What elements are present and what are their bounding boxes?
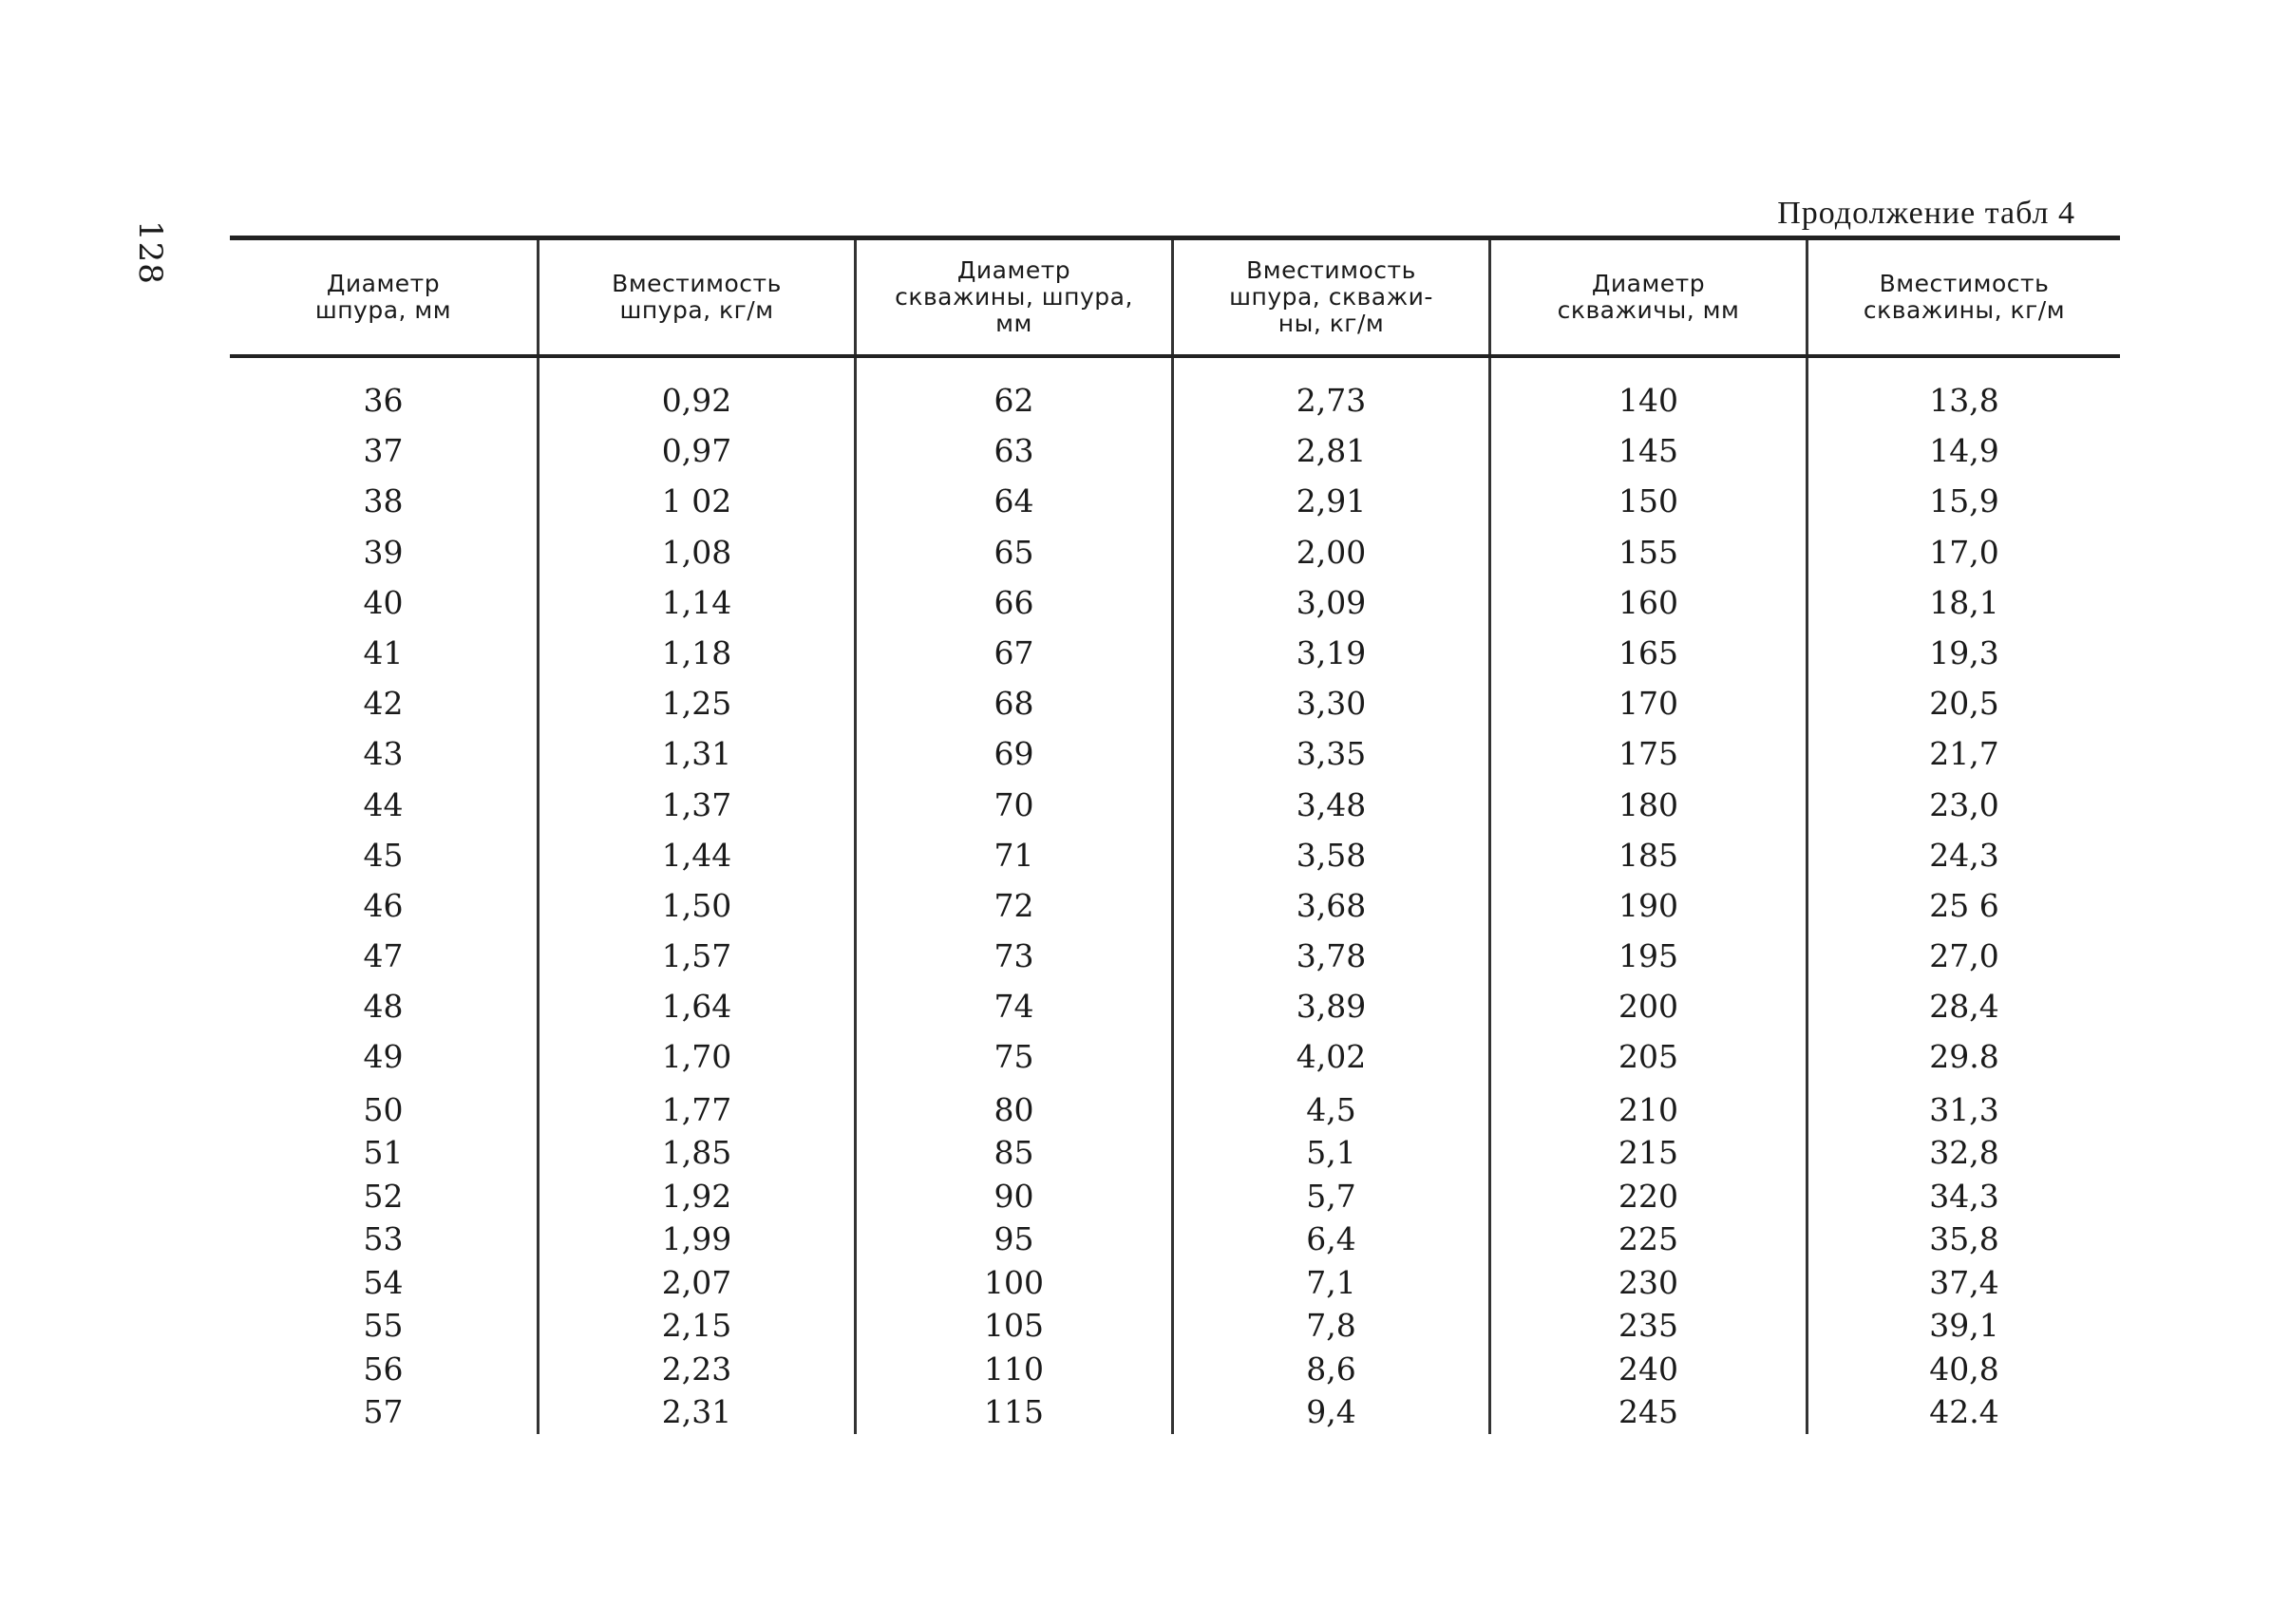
table-cell: 70 xyxy=(857,780,1174,830)
table-cell: 7,1 xyxy=(1174,1261,1491,1305)
table-cell: 185 xyxy=(1491,830,1808,880)
table-cell: 1,57 xyxy=(539,931,857,981)
table-cell: 45 xyxy=(230,830,539,880)
table-cell: 15,9 xyxy=(1929,482,1999,520)
table-cell: 20,5 xyxy=(1929,685,1999,723)
table-cell: 48 xyxy=(230,981,539,1031)
table-cell: 1,37 xyxy=(539,780,857,830)
table-cell: 3,19 xyxy=(1174,628,1491,678)
table-cell: 1,44 xyxy=(539,830,857,880)
header-cell: Диаметр шпура, мм xyxy=(230,240,539,354)
table-cell: 5,7 xyxy=(1174,1175,1491,1218)
table-header-row xyxy=(230,240,2120,354)
table-row xyxy=(230,1348,2120,1391)
table-cell: 67 xyxy=(857,628,1174,678)
table-cell: 53 xyxy=(230,1218,539,1261)
table-cell: 150 xyxy=(1491,476,1808,526)
header-cell: Диаметр скважины, шпура, мм xyxy=(857,240,1174,354)
table-cell: 2,00 xyxy=(1174,527,1491,577)
table-cell: 42.4 xyxy=(1929,1393,1999,1431)
table-cell: 8,6 xyxy=(1174,1348,1491,1391)
table-cell: 40 xyxy=(230,577,539,628)
table-cell: 200 xyxy=(1491,981,1808,1031)
table-row xyxy=(230,425,2120,476)
table-cell: 50 xyxy=(230,1088,539,1132)
table-cell: 49 xyxy=(230,1031,539,1082)
table-cell: 38 xyxy=(230,476,539,526)
table-cell: 47 xyxy=(230,931,539,981)
table-cell: 205 xyxy=(1491,1031,1808,1082)
table-row xyxy=(230,728,2120,779)
table-cell: 24,3 xyxy=(1929,836,1999,874)
table-cell: 75 xyxy=(857,1031,1174,1082)
table-row xyxy=(230,1088,2120,1132)
header-cell: Вместимость шпура, скважи- ны, кг/м xyxy=(1174,240,1491,354)
table-cell: 3,48 xyxy=(1174,780,1491,830)
table-row xyxy=(230,1175,2120,1218)
table-row xyxy=(230,628,2120,678)
table-cell: 170 xyxy=(1491,678,1808,728)
table-cell: 13,8 xyxy=(1929,382,1999,419)
header-cell: Вместимость шпура, кг/м xyxy=(539,240,857,354)
table-cell: 4,5 xyxy=(1174,1088,1491,1132)
table-cell: 73 xyxy=(857,931,1174,981)
table-cell: 245 xyxy=(1491,1390,1808,1434)
table-cell: 1,70 xyxy=(539,1031,857,1082)
table-cell: 1,85 xyxy=(539,1131,857,1175)
table-body-upper xyxy=(230,375,2120,1083)
table-cell: 1,31 xyxy=(539,728,857,779)
table-body-lower xyxy=(230,1088,2120,1434)
table-cell: 43 xyxy=(230,728,539,779)
table-cell: 3,09 xyxy=(1174,577,1491,628)
table-cell: 145 xyxy=(1491,425,1808,476)
table-cell: 40,8 xyxy=(1929,1350,1999,1388)
table-cell: 240 xyxy=(1491,1348,1808,1391)
table-cell: 34,3 xyxy=(1929,1177,1999,1215)
table-cell: 32,8 xyxy=(1929,1134,1999,1172)
table-continuation-caption: Продолжение табл 4 xyxy=(1777,196,2075,231)
table-cell: 52 xyxy=(230,1175,539,1218)
table-cell: 71 xyxy=(857,830,1174,880)
table-cell: 5,1 xyxy=(1174,1131,1491,1175)
table-cell: 190 xyxy=(1491,880,1808,931)
table-cell: 21,7 xyxy=(1929,735,1999,773)
table-cell: 39 xyxy=(230,527,539,577)
table-cell: 1,18 xyxy=(539,628,857,678)
table-cell: 37,4 xyxy=(1929,1263,1999,1301)
table-cell: 56 xyxy=(230,1348,539,1391)
page-number: 128 xyxy=(131,220,169,285)
table-cell: 2,31 xyxy=(539,1390,857,1434)
table-cell: 230 xyxy=(1491,1261,1808,1305)
table-cell: 1,08 xyxy=(539,527,857,577)
table-cell: 17,0 xyxy=(1929,533,1999,571)
table-row xyxy=(230,476,2120,526)
table-cell: 51 xyxy=(230,1131,539,1175)
table-cell: 31,3 xyxy=(1929,1090,1999,1128)
table-row xyxy=(230,1261,2120,1305)
table-cell: 3,78 xyxy=(1174,931,1491,981)
table-cell: 105 xyxy=(857,1304,1174,1348)
table-row xyxy=(230,830,2120,880)
table-row xyxy=(230,981,2120,1031)
table-cell: 46 xyxy=(230,880,539,931)
table-row xyxy=(230,880,2120,931)
table-cell: 160 xyxy=(1491,577,1808,628)
table-cell: 27,0 xyxy=(1929,937,1999,975)
table-cell: 95 xyxy=(857,1218,1174,1261)
table-cell: 42 xyxy=(230,678,539,728)
table-cell: 41 xyxy=(230,628,539,678)
table-cell: 3,30 xyxy=(1174,678,1491,728)
table-cell: 2,73 xyxy=(1174,375,1491,425)
table-row xyxy=(230,375,2120,425)
table-cell: 36 xyxy=(230,375,539,425)
table-cell: 1,92 xyxy=(539,1175,857,1218)
table-row xyxy=(230,527,2120,577)
table-cell: 72 xyxy=(857,880,1174,931)
table-row xyxy=(230,1304,2120,1348)
table-cell: 68 xyxy=(857,678,1174,728)
table-row xyxy=(230,1390,2120,1434)
table-cell: 44 xyxy=(230,780,539,830)
table-cell: 74 xyxy=(857,981,1174,1031)
table-cell: 35,8 xyxy=(1929,1220,1999,1258)
table-cell: 37 xyxy=(230,425,539,476)
table-cell: 63 xyxy=(857,425,1174,476)
table-cell: 100 xyxy=(857,1261,1174,1305)
table-row xyxy=(230,577,2120,628)
table-cell: 1,77 xyxy=(539,1088,857,1132)
table-cell: 1,64 xyxy=(539,981,857,1031)
table-cell: 1 02 xyxy=(539,476,857,526)
table-cell: 3,35 xyxy=(1174,728,1491,779)
table-cell: 165 xyxy=(1491,628,1808,678)
table-row xyxy=(230,1031,2120,1082)
table-cell: 57 xyxy=(230,1390,539,1434)
table-cell: 225 xyxy=(1491,1218,1808,1261)
table-cell: 0,97 xyxy=(539,425,857,476)
table-cell: 55 xyxy=(230,1304,539,1348)
table-cell: 29.8 xyxy=(1929,1038,1999,1076)
table-cell: 6,4 xyxy=(1174,1218,1491,1261)
table-cell: 2,81 xyxy=(1174,425,1491,476)
table-cell: 220 xyxy=(1491,1175,1808,1218)
table-spacer xyxy=(230,358,2120,375)
table-cell: 25 6 xyxy=(1929,886,1999,924)
table-cell: 4,02 xyxy=(1174,1031,1491,1082)
table-cell: 235 xyxy=(1491,1304,1808,1348)
table-cell: 3,58 xyxy=(1174,830,1491,880)
table-cell: 195 xyxy=(1491,931,1808,981)
table-cell: 2,07 xyxy=(539,1261,857,1305)
table-cell: 62 xyxy=(857,375,1174,425)
table-cell: 9,4 xyxy=(1174,1390,1491,1434)
table-row xyxy=(230,931,2120,981)
table-cell: 1,25 xyxy=(539,678,857,728)
table-cell: 28,4 xyxy=(1929,988,1999,1026)
table-cell: 175 xyxy=(1491,728,1808,779)
table-cell: 23,0 xyxy=(1929,785,1999,823)
table-cell: 3,68 xyxy=(1174,880,1491,931)
header-cell: Вместимость скважины, кг/м xyxy=(1863,270,2066,324)
table-cell: 140 xyxy=(1491,375,1808,425)
table-cell: 65 xyxy=(857,527,1174,577)
table-cell: 69 xyxy=(857,728,1174,779)
table-cell: 2,91 xyxy=(1174,476,1491,526)
table-cell: 90 xyxy=(857,1175,1174,1218)
table-cell: 155 xyxy=(1491,527,1808,577)
table-cell: 19,3 xyxy=(1929,633,1999,671)
table-cell: 1,14 xyxy=(539,577,857,628)
table-row xyxy=(230,1131,2120,1175)
table-row xyxy=(230,1218,2120,1261)
table-cell: 210 xyxy=(1491,1088,1808,1132)
table-cell: 180 xyxy=(1491,780,1808,830)
table-cell: 115 xyxy=(857,1390,1174,1434)
table-cell: 7,8 xyxy=(1174,1304,1491,1348)
table-cell: 14,9 xyxy=(1929,432,1999,470)
table-cell: 54 xyxy=(230,1261,539,1305)
table-row xyxy=(230,780,2120,830)
table-cell: 66 xyxy=(857,577,1174,628)
table-cell: 0,92 xyxy=(539,375,857,425)
table-cell: 85 xyxy=(857,1131,1174,1175)
table-cell: 2,23 xyxy=(539,1348,857,1391)
table-cell: 64 xyxy=(857,476,1174,526)
table-cell: 39,1 xyxy=(1929,1307,1999,1345)
table-cell: 80 xyxy=(857,1088,1174,1132)
table-cell: 18,1 xyxy=(1929,583,1999,621)
table-cell: 1,50 xyxy=(539,880,857,931)
table-cell: 2,15 xyxy=(539,1304,857,1348)
table-row xyxy=(230,678,2120,728)
table-cell: 3,89 xyxy=(1174,981,1491,1031)
table-cell: 110 xyxy=(857,1348,1174,1391)
capacity-table xyxy=(230,236,2120,1434)
header-cell: Диаметр скважичы, мм xyxy=(1491,240,1808,354)
table-cell: 215 xyxy=(1491,1131,1808,1175)
table-cell: 1,99 xyxy=(539,1218,857,1261)
